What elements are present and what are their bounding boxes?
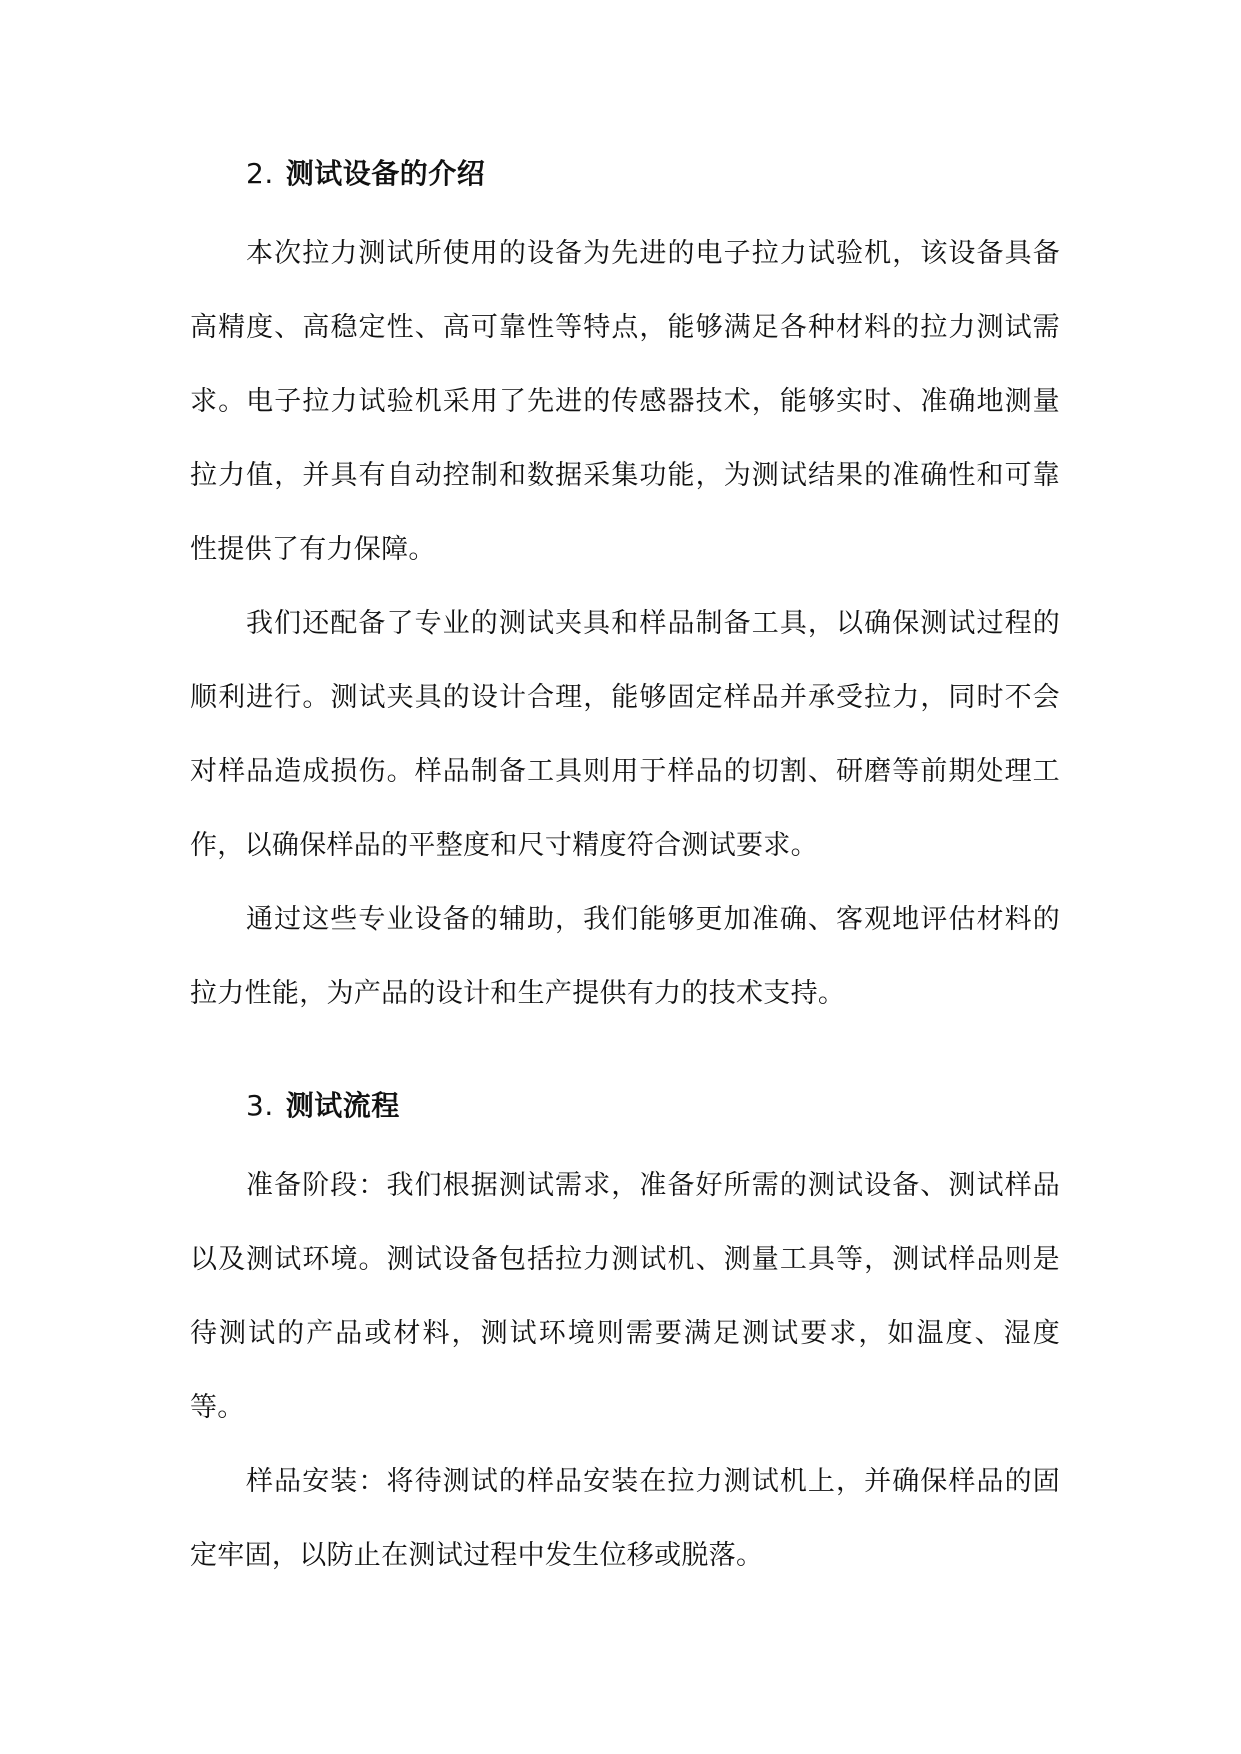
section-title: 测试流程 [285, 1089, 400, 1122]
paragraph: 我们还配备了专业的测试夹具和样品制备工具，以确保测试过程的顺利进行。测试夹具的设计合理，能够固定样品并承受拉力，同时不会对样品造成损伤。样品制备工具则用于样品的切割、研磨等前期处理工作，以确保样品的平整度和尺寸精度符合测试要求。 [190, 608, 1060, 861]
paragraph: 本次拉力测试所使用的设备为先进的电子拉力试验机，该设备具备高精度、高稳定性、高可靠性等特点，能够满足各种材料的拉力测试需求。电子拉力试验机采用了先进的传感器技术，能够实时、准确地测量拉力值，并具有自动控制和数据采集功能，为测试结果的准确性和可靠性提供了有力保障。 [190, 238, 1060, 565]
section-heading [190, 1077, 1060, 1135]
section-title: 测试设备的介绍 [285, 157, 486, 190]
paragraph: 准备阶段：我们根据测试需求，准备好所需的测试设备、测试样品以及测试环境。测试设备包括拉力测试机、测量工具等，测试样品则是待测试的产品或材料，测试环境则需要满足测试要求，如温度、湿度等。 [190, 1170, 1060, 1423]
paragraph: 通过这些专业设备的辅助，我们能够更加准确、客观地评估材料的拉力性能，为产品的设计和生产提供有力的技术支持。 [190, 904, 1060, 1009]
section-number: 2. [246, 157, 274, 190]
paragraph: 样品安装：将待测试的样品安装在拉力测试机上，并确保样品的固定牢固，以防止在测试过程中发生位移或脱落。 [190, 1466, 1060, 1571]
section-equipment [190, 145, 1060, 1031]
document-body [190, 145, 1060, 1593]
section-heading [190, 145, 1060, 203]
section-number: 3. [246, 1089, 274, 1122]
section-process [190, 1077, 1060, 1593]
